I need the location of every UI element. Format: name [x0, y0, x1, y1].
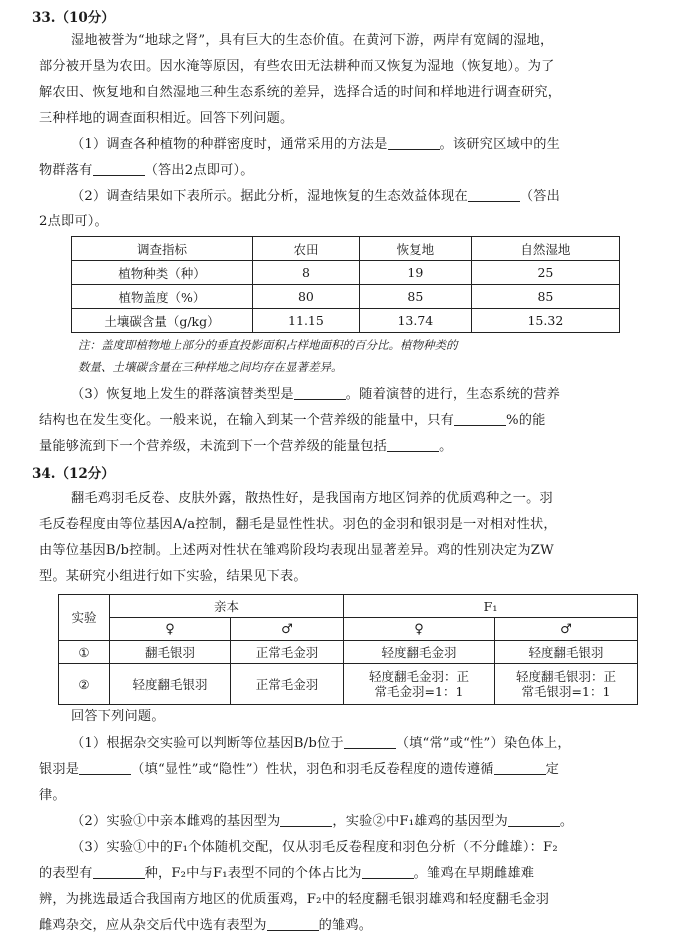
q34-sub3: （3）实验①中的F₁个体随机交配，仅从羽毛反卷程度和羽色分析（不分雌雄）：F₂ [71, 840, 558, 855]
table-cell: 轻度翻毛银羽 [110, 664, 231, 705]
answer-blank[interactable] [494, 762, 546, 775]
table-header-cell: 实验 [59, 595, 110, 641]
table-cell: 19 [359, 261, 471, 285]
male-symbol: ♂ [495, 618, 638, 641]
table-cell: 轻度翻毛金羽 [344, 641, 495, 664]
table-row [59, 641, 638, 664]
table-cell-multiline: 轻度翻毛银羽：正 常毛银羽=1：1 [495, 664, 638, 705]
table-cell: 25 [471, 261, 619, 285]
female-symbol: ♀ [110, 618, 231, 641]
q33-sub3: （3）恢复地上发生的群落演替类型是 。随着演替的进行，生态系统的营养 [71, 387, 560, 402]
table-header-cell: 亲本 [110, 595, 344, 618]
answer-blank[interactable] [79, 762, 131, 775]
table-header-cell: F₁ [344, 595, 638, 618]
survey-table [71, 236, 620, 333]
table-cell: 80 [253, 285, 360, 309]
answer-blank[interactable] [362, 866, 414, 879]
table-row [72, 261, 620, 285]
table-note: 数量、土壤碳含量在三种样地之间均存在显著差异。 [78, 360, 343, 374]
table-cell: 土壤碳含量（g/kg） [72, 309, 253, 333]
q34-paragraph-line: 型。某研究小组进行如下实验，结果见下表。 [39, 569, 307, 584]
q33-header: 33.（10分） [32, 10, 115, 26]
q33-sub2: （2）调查结果如下表所示。据此分析，湿地恢复的生态效益体现在 （答出 [71, 189, 560, 204]
q34-sub3-cont: 的表型有 种，F₂中与F₁表型不同的个体占比为 。雏鸡在早期雌雄难 [39, 866, 535, 881]
answer-prompt: 回答下列问题。 [71, 709, 165, 724]
experiment-table [58, 594, 638, 705]
table-header-cell: 调查指标 [72, 237, 253, 261]
answer-blank[interactable] [454, 413, 506, 426]
table-row [72, 309, 620, 333]
table-header-row [72, 237, 620, 261]
table-cell: 翻毛银羽 [110, 641, 231, 664]
q34-sub2: （2）实验①中亲本雌鸡的基因型为 ，实验②中F₁雄鸡的基因型为 。 [71, 814, 574, 829]
q33-paragraph-line: 部分被开垦为农田。因水淹等原因，有些农田无法耕种而又恢复为湿地（恢复地）。为了 [39, 59, 555, 74]
q33-sub3-cont: 结构也在发生变化。一般来说，在输入到某一个营养级的能量中，只有 %的能 [39, 413, 546, 428]
answer-blank[interactable] [508, 814, 560, 827]
male-symbol: ♂ [231, 618, 344, 641]
table-header-cell: 自然湿地 [471, 237, 619, 261]
q33-sub1-cont: 物群落有 （答出2点即可）。 [39, 163, 254, 178]
q33-sub3-cont: 量能够流到下一个营养级，未流到下一个营养级的能量包括 。 [39, 439, 453, 454]
answer-blank[interactable] [388, 137, 440, 150]
table-cell: 8 [253, 261, 360, 285]
q34-header: 34.（12分） [32, 466, 115, 482]
q34-sub1-cont: 银羽是 （填“显性”或“隐性”）性状，羽色和羽毛反卷程度的遗传遵循 定 [39, 762, 560, 777]
table-cell: 轻度翻毛银羽 [495, 641, 638, 664]
answer-blank[interactable] [294, 387, 346, 400]
q34-sub1-cont: 律。 [39, 788, 66, 803]
answer-blank[interactable] [280, 814, 332, 827]
table-cell: 85 [359, 285, 471, 309]
table-cell: ① [59, 641, 110, 664]
table-header-row [59, 618, 638, 641]
table-cell: 15.32 [471, 309, 619, 333]
table-note: 注：盖度即植物地上部分的垂直投影面积占样地面积的百分比。植物种类的 [78, 338, 458, 352]
q34-paragraph-line: 毛反卷程度由等位基因A/a控制，翻毛是显性性状。羽色的金羽和银羽是一对相对性状， [39, 517, 557, 532]
table-cell: 85 [471, 285, 619, 309]
q34-sub3-cont: 雌鸡杂交，应从杂交后代中选有表型为 的雏鸡。 [39, 918, 373, 933]
table-cell: 正常毛金羽 [231, 641, 344, 664]
table-cell: 植物盖度（%） [72, 285, 253, 309]
q33-paragraph-line: 解农田、恢复地和自然湿地三种生态系统的差异，选择合适的时间和样地进行调查研究， [39, 85, 562, 100]
table-cell: 正常毛金羽 [231, 664, 344, 705]
table-row [72, 285, 620, 309]
q33-sub1: （1）调查各种植物的种群密度时，通常采用的方法是 。该研究区域中的生 [71, 137, 561, 152]
answer-blank[interactable] [344, 736, 396, 749]
q34-sub1: （1）根据杂交实验可以判断等位基因B/b位于 （填“常”或“性”）染色体上， [71, 736, 571, 751]
q34-sub3-cont: 辨，为挑选最适合我国南方地区的优质蛋鸡，F₂中的轻度翻毛银羽雄鸡和轻度翻毛金羽 [39, 892, 550, 907]
table-cell: 11.15 [253, 309, 360, 333]
table-row [59, 664, 638, 705]
table-cell: 13.74 [359, 309, 471, 333]
q34-paragraph-line: 由等位基因B/b控制。上述两对性状在雏鸡阶段均表现出显著差异。鸡的性别决定为ZW [39, 543, 554, 558]
table-cell: ② [59, 664, 110, 705]
answer-blank[interactable] [267, 918, 319, 931]
answer-blank[interactable] [468, 189, 520, 202]
table-header-cell: 恢复地 [359, 237, 471, 261]
table-header-row [59, 595, 638, 618]
table-header-cell: 农田 [253, 237, 360, 261]
table-cell: 植物种类（种） [72, 261, 253, 285]
q34-paragraph-line: 翻毛鸡羽毛反卷、皮肤外露，散热性好，是我国南方地区饲养的优质鸡种之一。羽 [71, 491, 553, 506]
answer-blank[interactable] [93, 866, 145, 879]
q33-paragraph-line: 三种样地的调查面积相近。回答下列问题。 [39, 111, 294, 126]
answer-blank[interactable] [387, 439, 439, 452]
answer-blank[interactable] [93, 163, 145, 176]
female-symbol: ♀ [344, 618, 495, 641]
q33-sub2-cont: 2点即可）。 [39, 214, 108, 229]
q33-paragraph-line: 湿地被誉为“地球之肾”，具有巨大的生态价值。在黄河下游，两岸有宽阔的湿地， [71, 33, 554, 48]
table-cell-multiline: 轻度翻毛金羽：正 常毛金羽=1：1 [344, 664, 495, 705]
